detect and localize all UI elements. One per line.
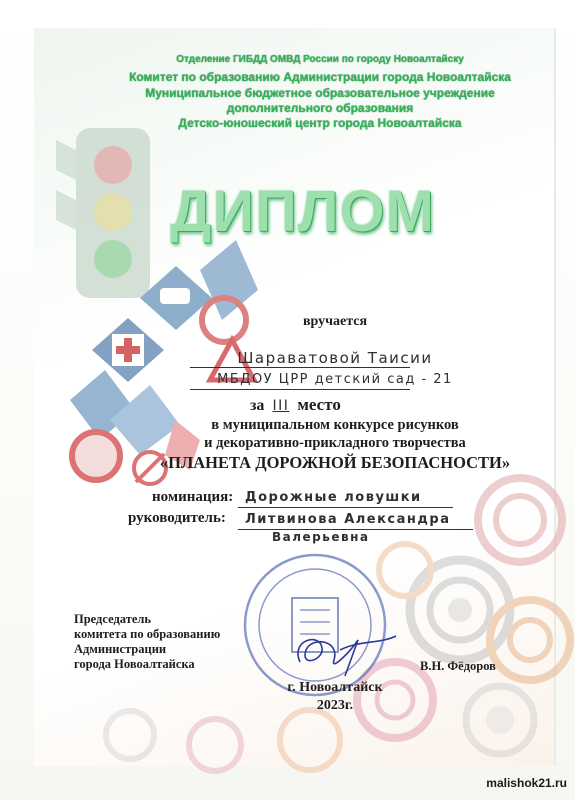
nomination-underline bbox=[238, 507, 453, 508]
contest-line-2: и декоративно-прикладного творчества bbox=[204, 435, 466, 451]
signatory-title-4: города Новоалтайска bbox=[74, 657, 195, 671]
header-line-1: Отделение ГИБДД ОМВД России по городу Новоалтайску bbox=[176, 54, 464, 65]
nomination-value: Дорожные ловушки bbox=[245, 490, 422, 505]
diploma-title: ДИПЛОМ bbox=[170, 179, 435, 244]
signatory-name: В.Н. Фёдоров bbox=[420, 659, 496, 673]
footer-city: г. Новоалтайск bbox=[287, 680, 383, 695]
traffic-light-icon bbox=[56, 128, 150, 298]
place-line bbox=[250, 395, 341, 415]
recipient-school-underline bbox=[190, 389, 410, 390]
contest-line-1: в муниципальном конкурсе рисунков bbox=[211, 417, 459, 433]
signature-mark bbox=[298, 636, 396, 676]
header-line-2: Комитет по образованию Администрации города Новоалтайска bbox=[129, 70, 511, 84]
header-line-4: дополнительного образования bbox=[226, 101, 414, 115]
supervisor-name-line-2: Валерьевна bbox=[272, 530, 370, 544]
place-suffix: место bbox=[297, 395, 341, 414]
place-prefix: за bbox=[250, 397, 265, 414]
place-value: III bbox=[272, 398, 290, 414]
awarded-label: вручается bbox=[302, 314, 368, 329]
nomination-label: номинация: bbox=[152, 489, 234, 505]
official-stamp bbox=[245, 555, 385, 695]
recipient-school: МБДОУ ЦРР детский сад - 21 bbox=[217, 372, 453, 387]
contest-line-3: «ПЛАНЕТА ДОРОЖНОЙ БЕЗОПАСНОСТИ» bbox=[159, 453, 511, 472]
recipient-name: Шараватовой Таисии bbox=[237, 349, 433, 367]
header-line-3: Муниципальное бюджетное образовательное учреждение bbox=[145, 86, 495, 100]
signatory-title-2: комитета по образованию bbox=[74, 627, 221, 641]
header-line-5: Детско-юношеский центр города Новоалтайска bbox=[178, 116, 462, 130]
site-watermark: malishok21.ru bbox=[486, 776, 567, 790]
supervisor-name-line-1: Литвинова Александра bbox=[245, 512, 451, 527]
signatory-title-3: Администрации bbox=[74, 642, 167, 656]
footer-year: 2023г. bbox=[316, 698, 354, 713]
recipient-name-underline bbox=[190, 367, 410, 368]
supervisor-label: руководитель: bbox=[128, 510, 226, 526]
signatory-title-1: Председатель bbox=[74, 612, 152, 626]
